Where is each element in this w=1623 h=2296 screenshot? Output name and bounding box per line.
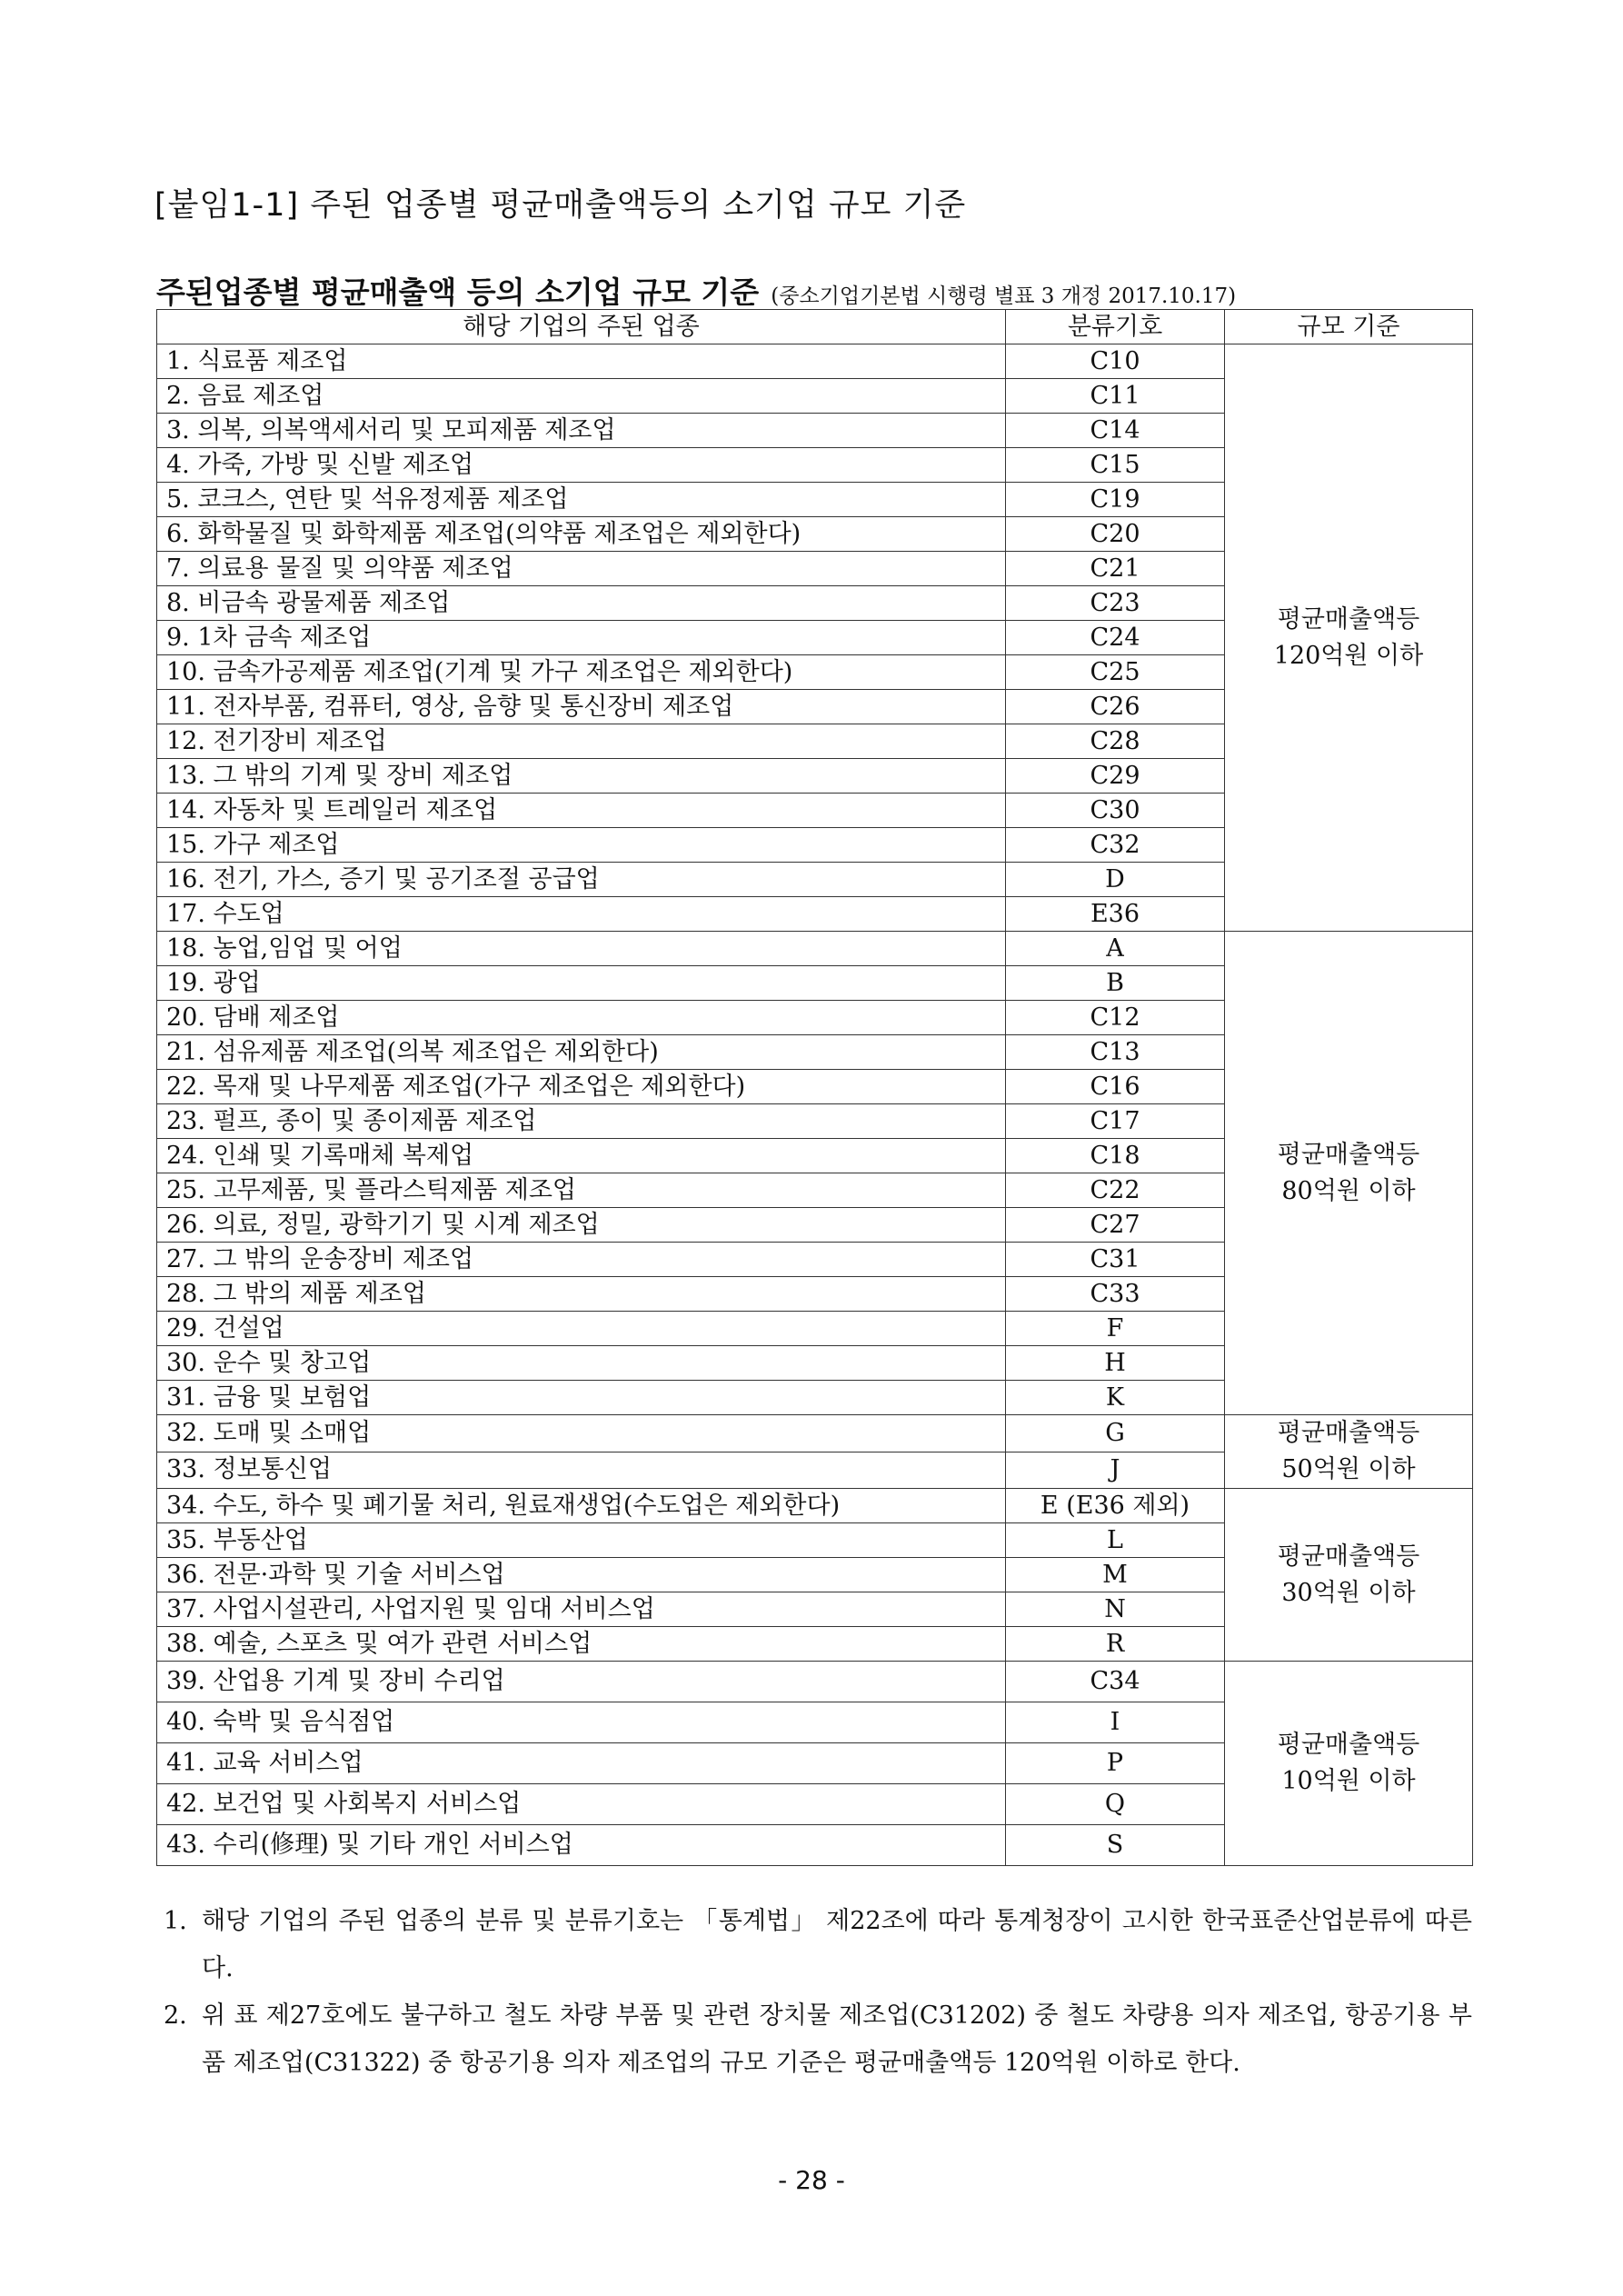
code-cell: C22: [1006, 1173, 1225, 1208]
note-number: 2.: [164, 2002, 187, 2030]
code-cell: D: [1006, 863, 1225, 897]
industry-cell: 35. 부동산업: [157, 1523, 1006, 1558]
code-cell: C13: [1006, 1035, 1225, 1070]
size-criterion-line1: 평균매출액등: [1277, 1419, 1420, 1447]
industry-cell: 26. 의료, 정밀, 광학기기 및 시계 제조업: [157, 1208, 1006, 1243]
code-cell: C15: [1006, 448, 1225, 483]
code-cell: C29: [1006, 759, 1225, 794]
industry-cell: 30. 운수 및 창고업: [157, 1346, 1006, 1381]
industry-cell: 13. 그 밖의 기계 및 장비 제조업: [157, 759, 1006, 794]
industry-cell: 29. 건설업: [157, 1312, 1006, 1346]
size-criterion-line1: 평균매출액등: [1277, 1731, 1420, 1759]
code-cell: C18: [1006, 1139, 1225, 1173]
industry-cell: 27. 그 밖의 운송장비 제조업: [157, 1243, 1006, 1277]
industry-cell: 38. 예술, 스포츠 및 여가 관련 서비스업: [157, 1627, 1006, 1662]
code-cell: C31: [1006, 1243, 1225, 1277]
header-size: 규모 기준: [1225, 310, 1473, 344]
code-cell: B: [1006, 966, 1225, 1001]
industry-cell: 2. 음료 제조업: [157, 379, 1006, 414]
industry-cell: 20. 담배 제조업: [157, 1001, 1006, 1035]
table-row: [157, 1415, 1473, 1452]
code-cell: S: [1006, 1825, 1225, 1866]
industry-cell: 1. 식료품 제조업: [157, 344, 1006, 379]
table-row: [157, 344, 1473, 379]
code-cell: L: [1006, 1523, 1225, 1558]
code-cell: E36: [1006, 897, 1225, 932]
code-cell: C19: [1006, 483, 1225, 517]
code-cell: C10: [1006, 344, 1225, 379]
industry-cell: 15. 가구 제조업: [157, 828, 1006, 863]
code-cell: C17: [1006, 1104, 1225, 1139]
code-cell: C28: [1006, 724, 1225, 759]
table-body: [157, 344, 1473, 1866]
industry-cell: 16. 전기, 가스, 증기 및 공기조절 공급업: [157, 863, 1006, 897]
code-cell: N: [1006, 1592, 1225, 1627]
note-text: 해당 기업의 주된 업종의 분류 및 분류기호는 「통계법」 제22조에 따라 통계청장이 고시한 한국표준산업분류에 따른다.: [202, 1907, 1472, 1982]
code-cell: E (E36 제외): [1006, 1489, 1225, 1523]
size-criterion-line1: 평균매출액등: [1277, 604, 1420, 634]
industry-cell: 43. 수리(修理) 및 기타 개인 서비스업: [157, 1825, 1006, 1866]
note-text: 위 표 제27호에도 불구하고 철도 차량 부품 및 관련 장치물 제조업(C31202) 중 철도 차량용 의자 제조업, 항공기용 부품 제조업(C31322) 중 항공기용 의자 제조업의 규모 기준은 평균매출액등 120억원 이하로 한다.: [202, 2002, 1472, 2077]
industry-cell: 41. 교육 서비스업: [157, 1743, 1006, 1784]
header-code: 분류기호: [1006, 310, 1225, 344]
table-row: [157, 1489, 1473, 1523]
code-cell: C30: [1006, 794, 1225, 828]
code-cell: P: [1006, 1743, 1225, 1784]
industry-cell: 6. 화학물질 및 화학제품 제조업(의약품 제조업은 제외한다): [157, 517, 1006, 552]
size-criterion-line2: 30억원 이하: [1281, 1578, 1416, 1607]
size-criterion-line2: 10억원 이하: [1281, 1767, 1416, 1795]
industry-cell: 42. 보건업 및 사회복지 서비스업: [157, 1784, 1006, 1825]
size-criterion-line1: 평균매출액등: [1277, 1542, 1420, 1571]
size-criterion-line2: 80억원 이하: [1281, 1176, 1416, 1205]
note-2: [164, 1992, 1472, 2087]
industry-cell: 23. 펄프, 종이 및 종이제품 제조업: [157, 1104, 1006, 1139]
size-criterion-cell: [1225, 1662, 1473, 1866]
industry-cell: 37. 사업시설관리, 사업지원 및 임대 서비스업: [157, 1592, 1006, 1627]
code-cell: I: [1006, 1702, 1225, 1743]
table-subtitle: (중소기업기본법 시행령 별표 3 개정 2017.10.17): [771, 285, 1237, 308]
industry-cell: 19. 광업: [157, 966, 1006, 1001]
industry-cell: 7. 의료용 물질 및 의약품 제조업: [157, 552, 1006, 586]
industry-cell: 32. 도매 및 소매업: [157, 1415, 1006, 1452]
page-number: - 28 -: [778, 2165, 845, 2195]
code-cell: C25: [1006, 655, 1225, 690]
industry-cell: 12. 전기장비 제조업: [157, 724, 1006, 759]
size-criterion-line2: 50억원 이하: [1281, 1455, 1416, 1483]
code-cell: K: [1006, 1381, 1225, 1415]
industry-cell: 9. 1차 금속 제조업: [157, 621, 1006, 655]
code-cell: C27: [1006, 1208, 1225, 1243]
industry-cell: 4. 가죽, 가방 및 신발 제조업: [157, 448, 1006, 483]
industry-cell: 22. 목재 및 나무제품 제조업(가구 제조업은 제외한다): [157, 1070, 1006, 1104]
industry-cell: 39. 산업용 기계 및 장비 수리업: [157, 1662, 1006, 1702]
industry-cell: 33. 정보통신업: [157, 1452, 1006, 1489]
code-cell: C26: [1006, 690, 1225, 724]
code-cell: C21: [1006, 552, 1225, 586]
industry-cell: 10. 금속가공제품 제조업(기계 및 가구 제조업은 제외한다): [157, 655, 1006, 690]
note-1: [164, 1898, 1472, 1992]
code-cell: C11: [1006, 379, 1225, 414]
industry-cell: 17. 수도업: [157, 897, 1006, 932]
size-criterion-cell: [1225, 1415, 1473, 1489]
code-cell: C24: [1006, 621, 1225, 655]
code-cell: C20: [1006, 517, 1225, 552]
size-criterion-cell: [1225, 344, 1473, 932]
code-cell: C34: [1006, 1662, 1225, 1702]
code-cell: F: [1006, 1312, 1225, 1346]
industry-cell: 24. 인쇄 및 기록매체 복제업: [157, 1139, 1006, 1173]
code-cell: J: [1006, 1452, 1225, 1489]
table-row: [157, 1662, 1473, 1702]
code-cell: C23: [1006, 586, 1225, 621]
industry-cell: 18. 농업,임업 및 어업: [157, 932, 1006, 966]
industry-cell: 36. 전문·과학 및 기술 서비스업: [157, 1558, 1006, 1592]
table-title: 주된업종별 평균매출액 등의 소기업 규모 기준: [156, 275, 760, 310]
header-industry: 해당 기업의 주된 업종: [157, 310, 1006, 344]
industry-cell: 28. 그 밖의 제품 제조업: [157, 1277, 1006, 1312]
industry-cell: 5. 코크스, 연탄 및 석유정제품 제조업: [157, 483, 1006, 517]
industry-cell: 8. 비금속 광물제품 제조업: [157, 586, 1006, 621]
size-criteria-table: [156, 309, 1473, 1866]
size-criterion-cell: [1225, 932, 1473, 1415]
industry-cell: 34. 수도, 하수 및 폐기물 처리, 원료재생업(수도업은 제외한다): [157, 1489, 1006, 1523]
industry-cell: 40. 숙박 및 음식점업: [157, 1702, 1006, 1743]
size-criterion-line2: 120억원 이하: [1273, 641, 1424, 670]
code-cell: C16: [1006, 1070, 1225, 1104]
code-cell: C12: [1006, 1001, 1225, 1035]
code-cell: M: [1006, 1558, 1225, 1592]
code-cell: G: [1006, 1415, 1225, 1452]
industry-cell: 3. 의복, 의복액세서리 및 모피제품 제조업: [157, 414, 1006, 448]
notes: [164, 1898, 1472, 2087]
size-criterion-cell: [1225, 1489, 1473, 1662]
industry-cell: 25. 고무제품, 및 플라스틱제품 제조업: [157, 1173, 1006, 1208]
code-cell: H: [1006, 1346, 1225, 1381]
code-cell: R: [1006, 1627, 1225, 1662]
code-cell: C14: [1006, 414, 1225, 448]
code-cell: C32: [1006, 828, 1225, 863]
industry-cell: 11. 전자부품, 컴퓨터, 영상, 음향 및 통신장비 제조업: [157, 690, 1006, 724]
size-criterion-line1: 평균매출액등: [1277, 1140, 1420, 1169]
table-row: [157, 932, 1473, 966]
code-cell: C33: [1006, 1277, 1225, 1312]
industry-cell: 31. 금융 및 보험업: [157, 1381, 1006, 1415]
code-cell: A: [1006, 932, 1225, 966]
page-heading: [붙임1-1] 주된 업종별 평균매출액등의 소기업 규모 기준: [154, 187, 967, 224]
note-number: 1.: [164, 1907, 187, 1935]
industry-cell: 21. 섬유제품 제조업(의복 제조업은 제외한다): [157, 1035, 1006, 1070]
industry-cell: 14. 자동차 및 트레일러 제조업: [157, 794, 1006, 828]
table-header-row: [157, 310, 1473, 344]
table-title-row: [156, 269, 1472, 312]
code-cell: Q: [1006, 1784, 1225, 1825]
